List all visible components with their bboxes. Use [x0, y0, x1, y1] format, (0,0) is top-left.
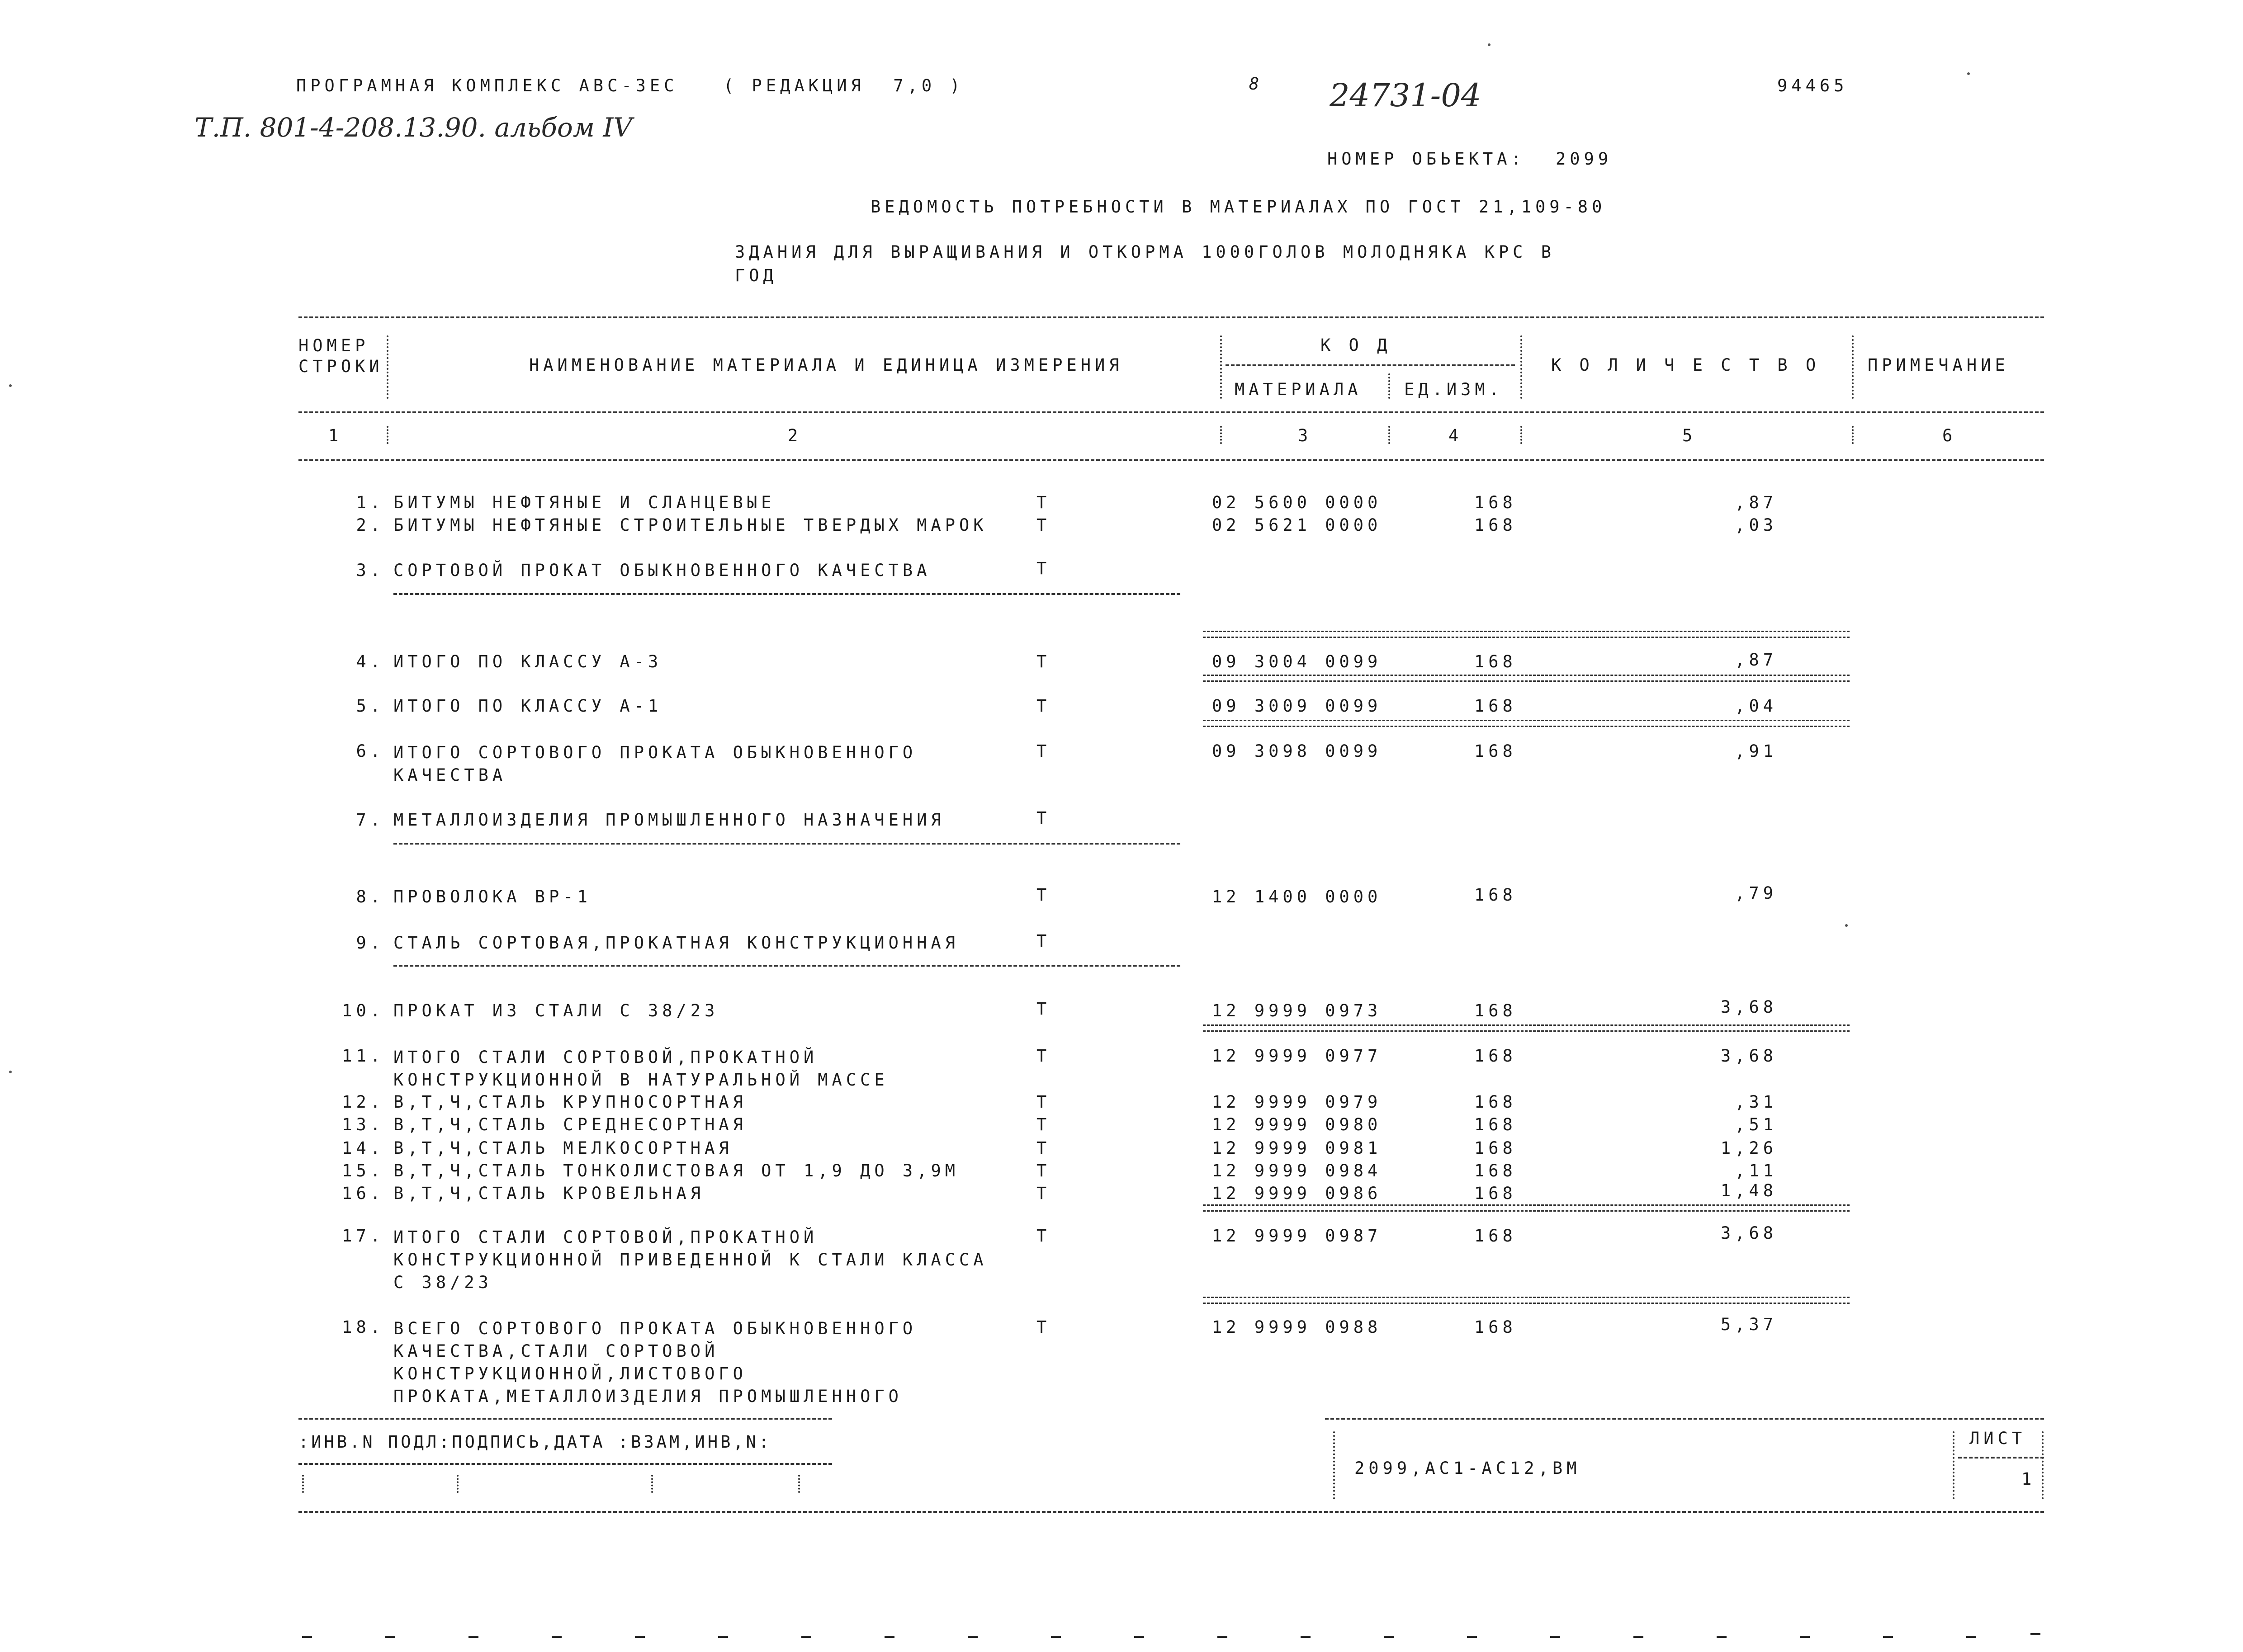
header-divider — [1220, 426, 1222, 444]
row-material-name: СОРТОВОЙ ПРОКАТ ОБЫКНОВЕННОГО КАЧЕСТВА — [393, 561, 931, 580]
stamp-headers: :ИНВ.N ПОДЛ:ПОДПИСЬ,ДАТА :ВЗАМ,ИНВ,N: — [298, 1432, 772, 1452]
row-material-name: ИТОГО СОРТОВОГО ПРОКАТА ОБЫКНОВЕННОГО КАЧЕСТВА — [393, 743, 917, 785]
row-number: 15. — [342, 1161, 384, 1180]
row-number: 11. — [342, 1046, 384, 1066]
row-material-name: ИТОГО ПО КЛАССУ А-1 — [393, 696, 662, 716]
header-code-rule — [1226, 364, 1515, 366]
header-divider — [1852, 426, 1854, 444]
stamp-mid-rule — [298, 1463, 832, 1465]
section-rule — [393, 843, 1180, 845]
row-material-code: 09 3004 0099 — [1212, 652, 1382, 671]
scan-mark — [1467, 1636, 1477, 1638]
page-bottom-rule — [298, 1511, 2044, 1513]
sheet-number: 1 — [2021, 1469, 2036, 1489]
header-divider — [1520, 335, 1522, 399]
row-unit: Т — [1036, 1092, 1051, 1112]
stamp-divider — [302, 1475, 304, 1493]
row-number: 16. — [342, 1184, 384, 1203]
row-material-name: СТАЛЬ СОРТОВАЯ,ПРОКАТНАЯ КОНСТРУКЦИОННАЯ — [393, 933, 960, 953]
column-number-6: 6 — [1942, 426, 1957, 445]
scan-mark — [1966, 1636, 1976, 1638]
row-quantity: 3,68 — [1720, 997, 1777, 1017]
row-unit: Т — [1036, 1138, 1051, 1158]
row-unit-code: 168 — [1474, 1317, 1517, 1337]
title-block-divider — [2042, 1431, 2044, 1499]
row-material-name: В,Т,Ч,СТАЛЬ ТОНКОЛИСТОВАЯ ОТ 1,9 ДО 3,9М — [393, 1161, 960, 1180]
stamp-divider — [457, 1475, 459, 1493]
scan-mark — [1717, 1636, 1727, 1638]
scan-mark — [468, 1636, 478, 1638]
row-unit: Т — [1036, 931, 1051, 951]
program-name: ПРОГРАМНАЯ КОМПЛЕКС АВС-ЗЕС — [296, 76, 678, 95]
row-number: 7. — [356, 810, 384, 830]
scan-speck — [1845, 924, 1848, 927]
row-number: 4. — [356, 652, 384, 671]
scan-mark — [552, 1636, 562, 1638]
row-material-code: 12 9999 0980 — [1212, 1115, 1382, 1134]
header-rule — [298, 411, 2044, 413]
row-number: 2. — [356, 515, 384, 535]
subtotal-rule — [1203, 1204, 1850, 1212]
sheet-rule — [1958, 1457, 2044, 1458]
row-material-name: ПРОВОЛОКА ВР-1 — [393, 887, 592, 906]
column-number-5: 5 — [1682, 426, 1697, 445]
section-rule — [393, 593, 1180, 595]
row-quantity: 3,68 — [1720, 1046, 1777, 1066]
scan-speck — [9, 1071, 12, 1073]
stamp-divider — [798, 1475, 800, 1493]
row-quantity: ,03 — [1735, 515, 1777, 535]
row-quantity: 1,26 — [1720, 1138, 1777, 1158]
row-number: 18. — [342, 1317, 384, 1337]
scan-speck — [1488, 43, 1491, 46]
scan-mark — [635, 1636, 645, 1638]
row-material-code: 12 9999 0986 — [1212, 1184, 1382, 1203]
row-unit-code: 168 — [1474, 652, 1517, 671]
row-unit: Т — [1036, 1046, 1051, 1066]
row-material-code: 02 5621 0000 — [1212, 515, 1382, 535]
column-number-rule — [298, 459, 2044, 461]
row-material-code: 12 9999 0987 — [1212, 1226, 1382, 1246]
row-material-name: БИТУМЫ НЕФТЯНЫЕ СТРОИТЕЛЬНЫЕ ТВЕРДЫХ МАРОК — [393, 515, 988, 535]
scan-speck — [1967, 72, 1970, 75]
table-top-rule — [298, 316, 2044, 318]
row-material-name: ПРОКАТ ИЗ СТАЛИ С 38/23 — [393, 1001, 719, 1020]
row-material-code: 12 9999 0988 — [1212, 1317, 1382, 1337]
stamp-top-rule — [298, 1418, 832, 1420]
scan-mark — [968, 1636, 978, 1638]
row-material-name: БИТУМЫ НЕФТЯНЫЕ И СЛАНЦЕВЫЕ — [393, 493, 776, 512]
handwritten-album-reference: Т.П. 801-4-208.13.90. альбом IV — [194, 112, 633, 143]
header-note: ПРИМЕЧАНИЕ — [1868, 355, 2009, 375]
row-unit-code: 168 — [1474, 1115, 1517, 1134]
row-quantity: ,51 — [1735, 1115, 1777, 1134]
header-divider — [1520, 426, 1522, 444]
header-code: К О Д — [1320, 335, 1391, 355]
row-material-name: ИТОГО СТАЛИ СОРТОВОЙ,ПРОКАТНОЙ КОНСТРУКЦИОННОЙ В НАТУРАЛЬНОЙ МАССЕ — [393, 1048, 889, 1090]
row-material-code: 12 9999 0979 — [1212, 1092, 1382, 1112]
row-quantity: ,11 — [1735, 1161, 1777, 1180]
row-unit: Т — [1036, 652, 1051, 671]
row-number: 1. — [356, 493, 384, 512]
row-unit-code: 168 — [1474, 1184, 1517, 1203]
row-number: 5. — [356, 696, 384, 716]
row-unit: Т — [1036, 885, 1051, 905]
row-number: 9. — [356, 933, 384, 953]
scan-mark — [2030, 1633, 2040, 1635]
row-quantity: ,87 — [1735, 650, 1777, 670]
row-unit: Т — [1036, 1115, 1051, 1134]
row-unit-code: 168 — [1474, 1046, 1517, 1066]
header-divider — [1388, 373, 1390, 399]
header-quantity: К О Л И Ч Е С Т В О — [1551, 355, 1820, 375]
row-material-code: 09 3098 0099 — [1212, 741, 1382, 761]
row-unit: Т — [1036, 1161, 1051, 1180]
row-number: 6. — [356, 741, 384, 761]
row-quantity: 3,68 — [1720, 1223, 1777, 1243]
row-material-code: 02 5600 0000 — [1212, 493, 1382, 512]
row-unit: Т — [1036, 1226, 1051, 1246]
row-unit-code: 168 — [1474, 741, 1517, 761]
title-block-top-rule — [1325, 1418, 2044, 1420]
scan-mark — [1051, 1636, 1061, 1638]
row-number: 8. — [356, 887, 384, 906]
header-code-material: МАТЕРИАЛА — [1235, 380, 1362, 399]
scan-mark — [801, 1636, 811, 1638]
scan-mark — [718, 1636, 728, 1638]
row-quantity: ,04 — [1735, 696, 1777, 716]
row-unit: Т — [1036, 696, 1051, 716]
row-unit: Т — [1036, 493, 1051, 512]
row-material-name: МЕТАЛЛОИЗДЕЛИЯ ПРОМЫШЛЕННОГО НАЗНАЧЕНИЯ — [393, 810, 945, 830]
row-material-code: 09 3009 0099 — [1212, 696, 1382, 716]
row-unit: Т — [1036, 1317, 1051, 1337]
header-code-unit: ЕД.ИЗМ. — [1404, 380, 1503, 399]
scan-mark — [302, 1636, 312, 1638]
scan-speck — [9, 384, 12, 387]
scan-mark — [1384, 1636, 1394, 1638]
row-unit-code: 168 — [1474, 1161, 1517, 1180]
stamp-divider — [651, 1475, 653, 1493]
row-quantity: 1,48 — [1720, 1181, 1777, 1200]
document-number: 94465 — [1777, 76, 1848, 95]
row-material-code: 12 9999 0984 — [1212, 1161, 1382, 1180]
row-material-code: 12 9999 0977 — [1212, 1046, 1382, 1066]
row-unit-code: 168 — [1474, 885, 1517, 905]
drawing-code: 2099,АС1-АС12,ВМ — [1354, 1458, 1581, 1478]
row-material-code: 12 9999 0973 — [1212, 1001, 1382, 1020]
document-subtitle-line1: ЗДАНИЯ ДЛЯ ВЫРАЩИВАНИЯ И ОТКОРМА 1000ГОЛОВ МОЛОДНЯКА КРС В — [735, 242, 1556, 262]
row-number: 17. — [342, 1226, 384, 1246]
row-number: 14. — [342, 1138, 384, 1158]
subtotal-rule — [1203, 631, 1850, 638]
row-quantity: ,91 — [1735, 741, 1777, 761]
column-number-4: 4 — [1448, 426, 1463, 445]
row-number: 12. — [342, 1092, 384, 1112]
header-row-number: НОМЕР СТРОКИ — [298, 336, 383, 376]
row-quantity: ,31 — [1735, 1092, 1777, 1112]
handwritten-number: 24731-04 — [1330, 77, 1481, 114]
scan-mark — [1134, 1636, 1144, 1638]
row-unit-code: 168 — [1474, 1226, 1517, 1246]
row-unit-code: 168 — [1474, 1001, 1517, 1020]
row-material-code: 12 1400 0000 — [1212, 887, 1382, 906]
scan-mark — [1550, 1636, 1560, 1638]
subtotal-rule — [1203, 1297, 1850, 1304]
row-material-name: В,Т,Ч,СТАЛЬ МЕЛКОСОРТНАЯ — [393, 1138, 733, 1158]
scan-mark — [385, 1636, 395, 1638]
row-unit: Т — [1036, 741, 1051, 761]
sheet-label: ЛИСТ — [1969, 1429, 2026, 1448]
subtotal-rule — [1203, 720, 1850, 727]
subtotal-rule — [1203, 1024, 1850, 1032]
scan-mark — [1800, 1636, 1810, 1638]
row-unit-code: 168 — [1474, 515, 1517, 535]
row-material-name: ВСЕГО СОРТОВОГО ПРОКАТА ОБЫКНОВЕННОГО КАЧЕСТВА,СТАЛИ СОРТОВОЙ КОНСТРУКЦИОННОЙ,ЛИСТОВОГО ПРОКАТА,МЕТАЛЛОИЗДЕЛИЯ ПРОМЫШЛЕННОГО — [393, 1319, 917, 1406]
scan-mark — [1633, 1636, 1643, 1638]
object-number-value: 2099 — [1556, 149, 1613, 169]
row-unit: Т — [1036, 1184, 1051, 1203]
header-divider — [387, 335, 388, 399]
row-quantity: ,79 — [1735, 883, 1777, 903]
header-divider — [1388, 426, 1390, 444]
column-number-1: 1 — [328, 426, 343, 445]
row-material-name: ИТОГО ПО КЛАССУ А-3 — [393, 652, 662, 671]
row-unit: Т — [1036, 808, 1051, 828]
header-divider — [1220, 335, 1222, 399]
row-unit: Т — [1036, 999, 1051, 1019]
title-block-divider — [1333, 1431, 1335, 1499]
page-number: 8 — [1249, 74, 1263, 94]
row-quantity: ,87 — [1735, 493, 1777, 512]
subtotal-rule — [1203, 675, 1850, 682]
row-quantity: 5,37 — [1720, 1315, 1777, 1334]
edition-label: ( РЕДАКЦИЯ 7,0 ) — [724, 76, 964, 95]
row-material-name: В,Т,Ч,СТАЛЬ СРЕДНЕСОРТНАЯ — [393, 1115, 747, 1134]
row-number: 10. — [342, 1001, 384, 1020]
header-material-name: НАИМЕНОВАНИЕ МАТЕРИАЛА И ЕДИНИЦА ИЗМЕРЕНИЯ — [529, 355, 1123, 375]
row-material-name: ИТОГО СТАЛИ СОРТОВОЙ,ПРОКАТНОЙ КОНСТРУКЦИОННОЙ ПРИВЕДЕННОЙ К СТАЛИ КЛАССА С 38/23 — [393, 1227, 988, 1292]
object-number-label: НОМЕР ОБЬЕКТА: — [1327, 149, 1525, 169]
document-subtitle-line2: ГОД — [735, 266, 777, 285]
column-number-3: 3 — [1298, 426, 1312, 445]
header-divider — [1852, 335, 1854, 399]
scan-mark — [1301, 1636, 1311, 1638]
column-number-2: 2 — [788, 426, 802, 445]
row-number: 3. — [356, 561, 384, 580]
row-material-name: В,Т,Ч,СТАЛЬ КРОВЕЛЬНАЯ — [393, 1184, 705, 1203]
scan-mark — [885, 1636, 894, 1638]
row-material-code: 12 9999 0981 — [1212, 1138, 1382, 1158]
row-material-name: В,Т,Ч,СТАЛЬ КРУПНОСОРТНАЯ — [393, 1092, 747, 1112]
section-rule — [393, 965, 1180, 967]
row-unit-code: 168 — [1474, 696, 1517, 716]
row-unit-code: 168 — [1474, 493, 1517, 512]
row-unit-code: 168 — [1474, 1138, 1517, 1158]
scan-mark — [1883, 1636, 1893, 1638]
title-block-divider — [1953, 1431, 1954, 1499]
row-unit-code: 168 — [1474, 1092, 1517, 1112]
row-unit: Т — [1036, 559, 1051, 578]
row-unit: Т — [1036, 515, 1051, 535]
scan-mark — [1217, 1636, 1227, 1638]
document-title: ВЕДОМОСТЬ ПОТРЕБНОСТИ В МАТЕРИАЛАХ ПО ГОСТ 21,109-80 — [871, 197, 1606, 217]
header-divider — [387, 426, 388, 444]
row-number: 13. — [342, 1115, 384, 1134]
